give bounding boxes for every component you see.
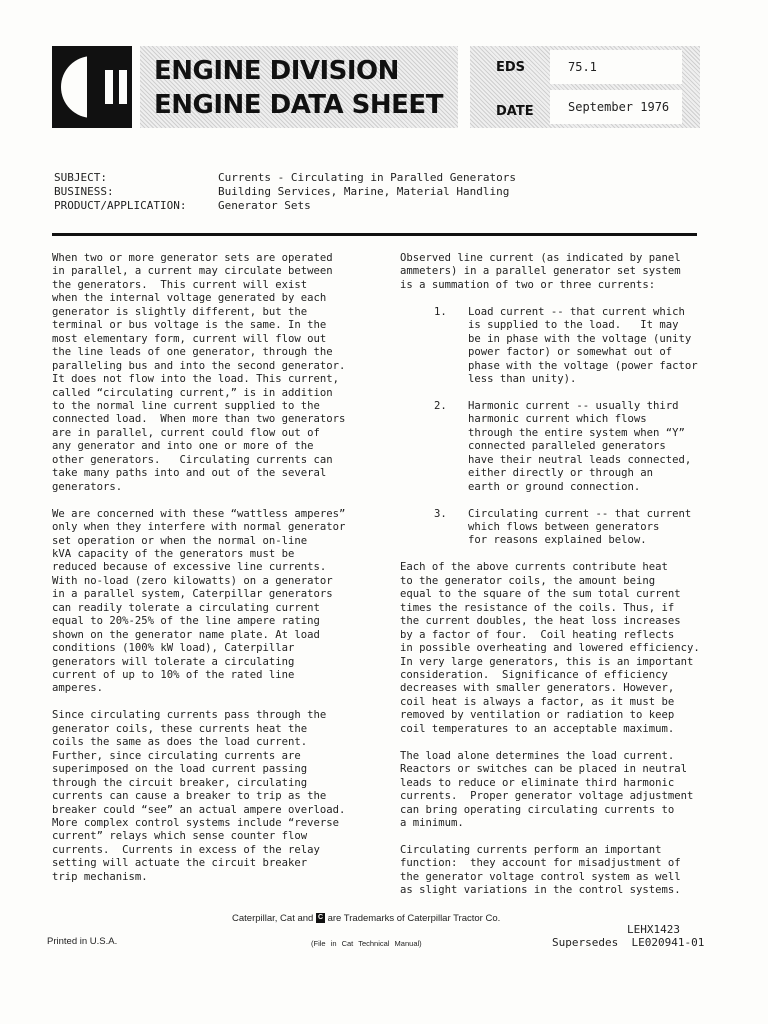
printed-in: Printed in U.S.A. xyxy=(47,936,118,947)
subject-labels xyxy=(54,171,186,213)
document-meta-block xyxy=(470,46,700,128)
file-note: (File in Cat Technical Manual) xyxy=(311,939,422,948)
list-item xyxy=(400,508,705,548)
subject-label: SUBJECT: xyxy=(54,171,107,184)
paragraph: When two or more generator sets are operated in parallel, a current may circulate between the generators. This current will exist when the internal voltage generated by each generator is slightly different, but the terminal or bus voltage is the same. In the most elementary form, current will flow out the line leads of one generator, through the paralleling bus and into the second generator. It does not flow into the load. This current, called “circulating current,” is in addition to the normal line current supplied to the connected load. When more than two generators are in parallel, current could flow out of any generator and into one or more of the other generators. Circulating currents can take many paths into and out of the several generators. xyxy=(52,252,346,493)
paragraph: Each of the above currents contribute heat to the generator coils, the amount being equal to the square of the sum total current times the resistance of the coils. Thus, if the current doubles, the heat loss increases by a factor of four. Coil heating reflects in possible overheating and lowered efficiency. In very large generators, this is an important consideration. Significance of efficiency decreases with smaller generators. However, coil heat is always a factor, as it must be removed by ventilation or radiation to keep coil temperatures to an acceptable maximum. xyxy=(400,561,700,735)
caterpillar-logo xyxy=(52,46,132,128)
title-block xyxy=(140,46,458,128)
trademark-text: are Trademarks of Caterpillar Tractor Co. xyxy=(327,913,501,924)
paragraph: The load alone determines the load current. Reactors or switches can be placed in neutral leads to reduce or eliminate third harmonic currents. Proper generator voltage adjustment can bring operating circulating currents to a minimum. xyxy=(400,749,694,829)
eds-value: 75.1 xyxy=(550,50,682,84)
list-item xyxy=(400,306,705,387)
division-title: ENGINE DIVISION xyxy=(154,56,399,86)
business-value: Building Services, Marine, Material Handling xyxy=(218,185,510,198)
caterpillar-c-icon xyxy=(52,46,132,128)
list-item xyxy=(400,400,705,494)
date-value: September 1976 xyxy=(550,90,682,124)
subject-value: Currents - Circulating in Paralled Generators xyxy=(218,171,517,184)
list-text: Circulating current -- that current which flows between generators for reasons explained below. xyxy=(468,507,692,547)
intro-paragraph: Observed line current (as indicated by panel ammeters) in a parallel generator set system is a summation of two or three currents: xyxy=(400,252,681,291)
left-column xyxy=(52,252,367,898)
list-number: 1. xyxy=(434,305,447,318)
right-column xyxy=(400,252,705,911)
paragraph: Since circulating currents pass through the generator coils, these currents heat the coils the same as does the load current. Further, since circulating currents are superimposed on the load current passing through the circuit breaker, circulating currents can cause a breaker to trip as the breaker could “see” an actual ampere overload. More complex control systems include “reverse current” relays which sense counter flow currents. Currents in excess of the relay setting will actuate the circuit breaker trip mechanism. xyxy=(52,709,346,883)
business-label: BUSINESS: xyxy=(54,185,114,198)
document-number: LEHX1423 xyxy=(627,923,680,936)
eds-label: EDS xyxy=(496,60,526,75)
paragraph: We are concerned with these “wattless amperes” only when they interfere with normal generator set operation or when the normal on-line kVA capacity of the generators must be reduced because of excessive line currents. With no-load (zero kilowatts) on a generator in a parallel system, Caterpillar generators can readily tolerate a circulating current equal to 20%-25% of the line ampere rating shown on the generator name plate. At load conditions (100% kW load), Caterpillar generators will tolerate a circulating current of up to 10% of the rated line amperes. xyxy=(52,507,346,695)
list-number: 2. xyxy=(434,399,447,412)
product-label: PRODUCT/APPLICATION: xyxy=(54,199,187,212)
date-label: DATE xyxy=(496,104,534,119)
paragraph: Circulating currents perform an important function: they account for misadjustment of the generator voltage control system as well as slight variations in the control systems. xyxy=(400,843,681,897)
cat-mark-icon: C xyxy=(317,914,323,922)
trademark-text: Caterpillar, Cat and xyxy=(232,913,314,924)
subject-values xyxy=(218,171,516,213)
list-text: Harmonic current -- usually third harmonic current which flows through the entire system when “Y” connected paralleled generators have their neutral leads connected, either directly or through an earth or ground connection. xyxy=(468,399,692,493)
header-divider xyxy=(52,233,697,236)
list-text: Load current -- that current which is supplied to the load. It may be in phase with the voltage (unity power factor) or somewhat out of phase with the voltage (power factor less than unity). xyxy=(468,305,698,386)
list-number: 3. xyxy=(434,507,447,520)
supersedes-note: Supersedes LE020941-01 xyxy=(552,936,705,949)
trademark-notice xyxy=(232,913,500,924)
sheet-title: ENGINE DATA SHEET xyxy=(154,90,443,120)
product-value: Generator Sets xyxy=(218,199,311,212)
